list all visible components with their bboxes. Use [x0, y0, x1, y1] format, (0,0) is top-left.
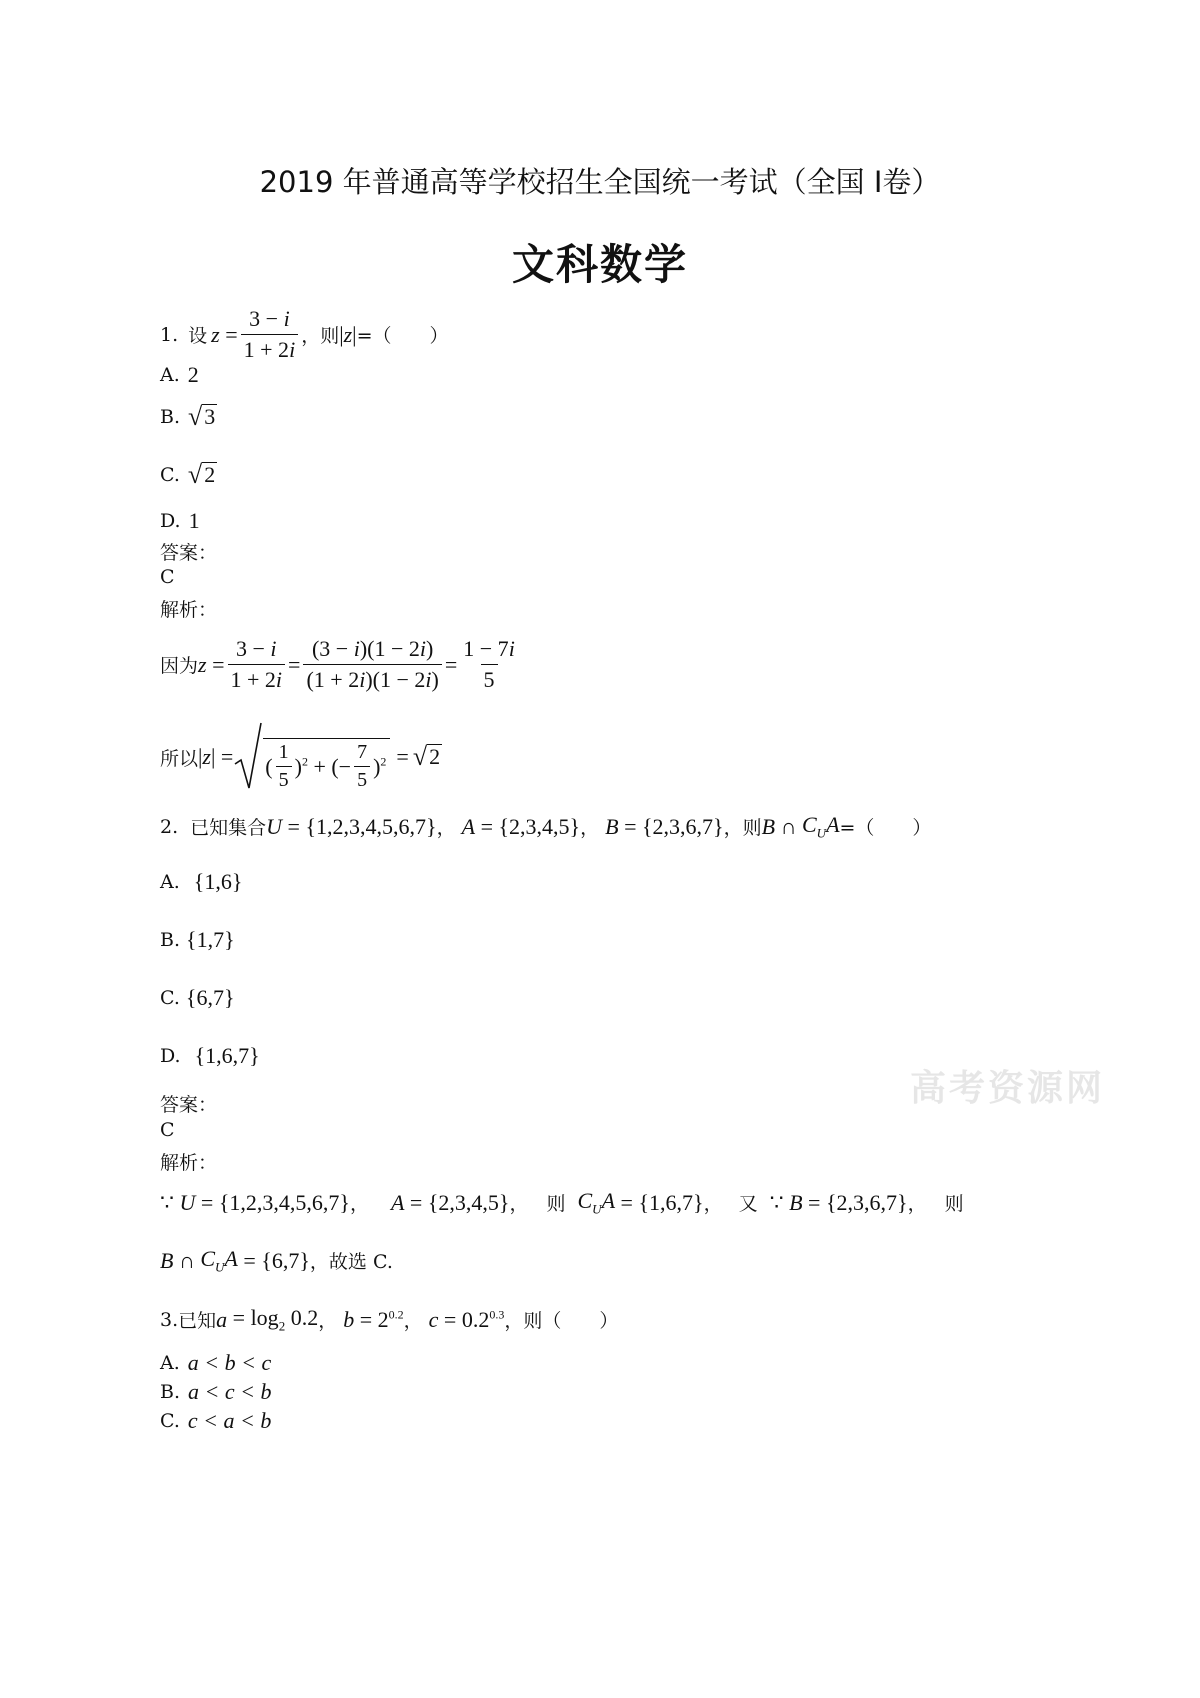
q2-set-a: {2,3,4,5}	[498, 813, 581, 839]
sqrt-icon: √ 3	[188, 402, 216, 431]
q2-option-d: D. {1,6,7}	[160, 1043, 260, 1068]
page-subtitle: 文科数学	[511, 240, 688, 289]
q1-option-b-value: 3	[204, 404, 216, 429]
q1-option-c: C. √ 2	[160, 460, 216, 489]
page-title: 2019 年普通高等学校招生全国统一考试（全国 I卷）	[259, 165, 941, 199]
q1-solution-line1: 因为 z = $\frac{3 - i}{1 + 2i}$ = $\frac{(3 - i)(1 - 2i)}{(1 + 2i)(1 - 2i)}$ = $\frac{1 - 7i}{5}$	[160, 636, 515, 692]
q1-solution-line2: 所以 |z| = ( $\frac{1}{5}$ )$^2$ + (− $\frac{7}{5}$ )$^2$ = √ 2	[160, 722, 442, 792]
q2-solution-line1: ∵ U = {1,2,3,4,5,6,7} ， A = {2,3,4,5} ， 则 $C_UA$ = {1,6,7} ， 又 ∵ B = {2,3,6,7} ， 则	[160, 1188, 964, 1217]
q2-answer: C	[160, 1119, 175, 1141]
q2-option-a: A. {1,6}	[160, 869, 243, 894]
q1-stem: 1. 设 z = $\frac{3 - i}{1 + 2i}$ ，则 |z| =（ ）	[160, 306, 449, 362]
q1-stem-prefix: 设	[188, 325, 208, 347]
q1-option-a-value: 2	[187, 362, 199, 387]
q3-number: 3.	[160, 1308, 179, 1331]
q2-solution-line2: B ∩ $C_UA$ = {6,7} ，故选 C.	[160, 1246, 393, 1275]
big-sqrt-icon: ( $\frac{1}{5}$ )$^2$ + (− $\frac{7}{5}$ )$^2$	[233, 722, 390, 792]
watermark-logo: 高考资源网	[910, 1068, 1106, 1109]
q2-option-c: C. {6,7}	[160, 985, 235, 1010]
q2-number: 2.	[160, 815, 179, 838]
q1-answer-label: 答案：	[160, 542, 218, 564]
q2-analysis-label: 解析：	[160, 1152, 218, 1174]
q1-number: 1.	[160, 323, 179, 346]
q1-fraction: $\frac{3 - i}{1 + 2i}$	[241, 306, 299, 363]
q1-stem-mid: ，则	[301, 325, 340, 347]
q2-option-b: B. {1,7}	[160, 927, 235, 952]
q1-stem-suffix: =（ ）	[356, 325, 449, 347]
q1-option-c-value: 2	[204, 462, 216, 487]
q3-option-a: A. a < b < c	[160, 1350, 272, 1375]
q2-set-b: {2,3,6,7}	[642, 813, 724, 839]
q3-option-c: C. c < a < b	[160, 1408, 272, 1433]
q3-stem: 3. 已知 a = $\log_2 0.2$ ， b = $2^{0.2}$ ， c = $0.2^{0.3}$ ，则（ ）	[160, 1305, 619, 1334]
q1-option-d-value: 1	[188, 508, 200, 533]
q2-answer-label: 答案：	[160, 1094, 218, 1116]
sqrt-icon: √ 2	[187, 460, 216, 489]
q3-option-b: B. a < c < b	[160, 1379, 272, 1404]
q2-set-u: {1,2,3,4,5,6,7}	[305, 813, 437, 839]
q1-analysis-label: 解析：	[160, 599, 218, 621]
q1-option-b: B. √ 3	[160, 402, 216, 431]
q1-answer: C	[160, 566, 175, 588]
q1-option-d: D. 1	[160, 508, 200, 533]
q1-option-a: A. 2	[160, 362, 199, 387]
q2-stem: 2. 已知集合 U = {1,2,3,4,5,6,7} ， A = {2,3,4,5} ， B = {2,3,6,7} ，则 B ∩ $C_UA$ =（ ）	[160, 812, 932, 841]
